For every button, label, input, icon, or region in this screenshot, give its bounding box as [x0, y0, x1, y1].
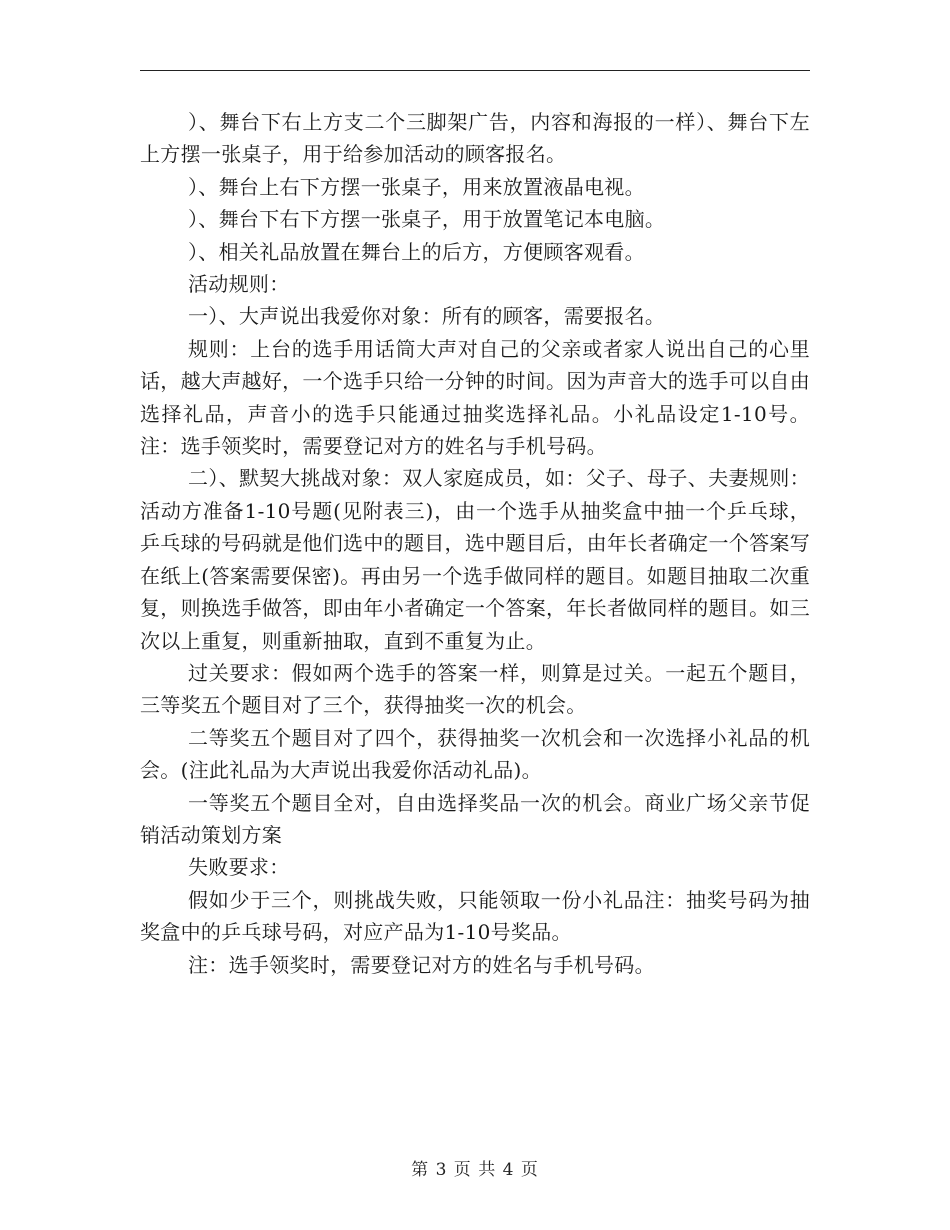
paragraph: 一）、大声说出我爱你对象：所有的顾客，需要报名。 — [188, 304, 666, 329]
section-heading: 活动规则： — [188, 272, 290, 297]
paragraph: ）、舞台下右下方摆一张桌子，用于放置笔记本电脑。 — [188, 207, 666, 232]
paragraph: 过关要求：假如两个选手的答案一样，则算是过关。一起五个题目，三等奖五个题目对了三个，获得抽奖一次的机会。 — [140, 660, 810, 718]
paragraph: 一等奖五个题目全对，自由选择奖品一次的机会。商业广场父亲节促销活动策划方案 — [140, 790, 810, 847]
paragraph: 注：选手领奖时，需要登记对方的姓名与手机号码。 — [188, 952, 655, 977]
paragraph: 二等奖五个题目对了四个，获得抽奖一次机会和一次选择小礼品的机会。(注此礼品为大声说出我爱你活动礼品)。 — [140, 725, 810, 783]
paragraph: ）、舞台下右上方支二个三脚架广告，内容和海报的一样）、舞台下左上方摆一张桌子，用于给参加活动的顾客报名。 — [140, 110, 810, 167]
page-number-footer: 第 3 页 共 4 页 — [411, 1160, 539, 1180]
document-body — [140, 106, 810, 981]
paragraph: ）、舞台上右下方摆一张桌子，用来放置液晶电视。 — [188, 174, 645, 199]
section-heading: 失败要求： — [188, 855, 290, 880]
paragraph: 假如少于三个，则挑战失败，只能领取一份小礼品注：抽奖号码为抽奖盒中的乒乓球号码，对应产品为1-10号奖品。 — [140, 887, 810, 945]
paragraph: ）、相关礼品放置在舞台上的后方，方便顾客观看。 — [188, 239, 645, 264]
paragraph: 二）、默契大挑战对象：双人家庭成员，如：父子、母子、夫妻规则：活动方准备1-10号题(见附表三)，由一个选手从抽奖盒中抽一个乒乓球，乒乓球的号码就是他们选中的题目，选中题目后，由年长者确定一个答案写在纸上(答案需要保密)。再由另一个选手做同样的题目。如题目抽取二次重复，则换选手做答，即由年小者确定一个答案，年长者做同样的题目。如三次以上重复，则重新抽取，直到不重复为止。 — [140, 466, 810, 653]
header-divider — [140, 70, 810, 71]
paragraph: 规则：上台的选手用话筒大声对自己的父亲或者家人说出自己的心里话，越大声越好，一个选手只给一分钟的时间。因为声音大的选手可以自由选择礼品，声音小的选手只能通过抽奖选择礼品。小礼品设定1-10号。注：选手领奖时，需要登记对方的姓名与手机号码。 — [140, 336, 810, 459]
